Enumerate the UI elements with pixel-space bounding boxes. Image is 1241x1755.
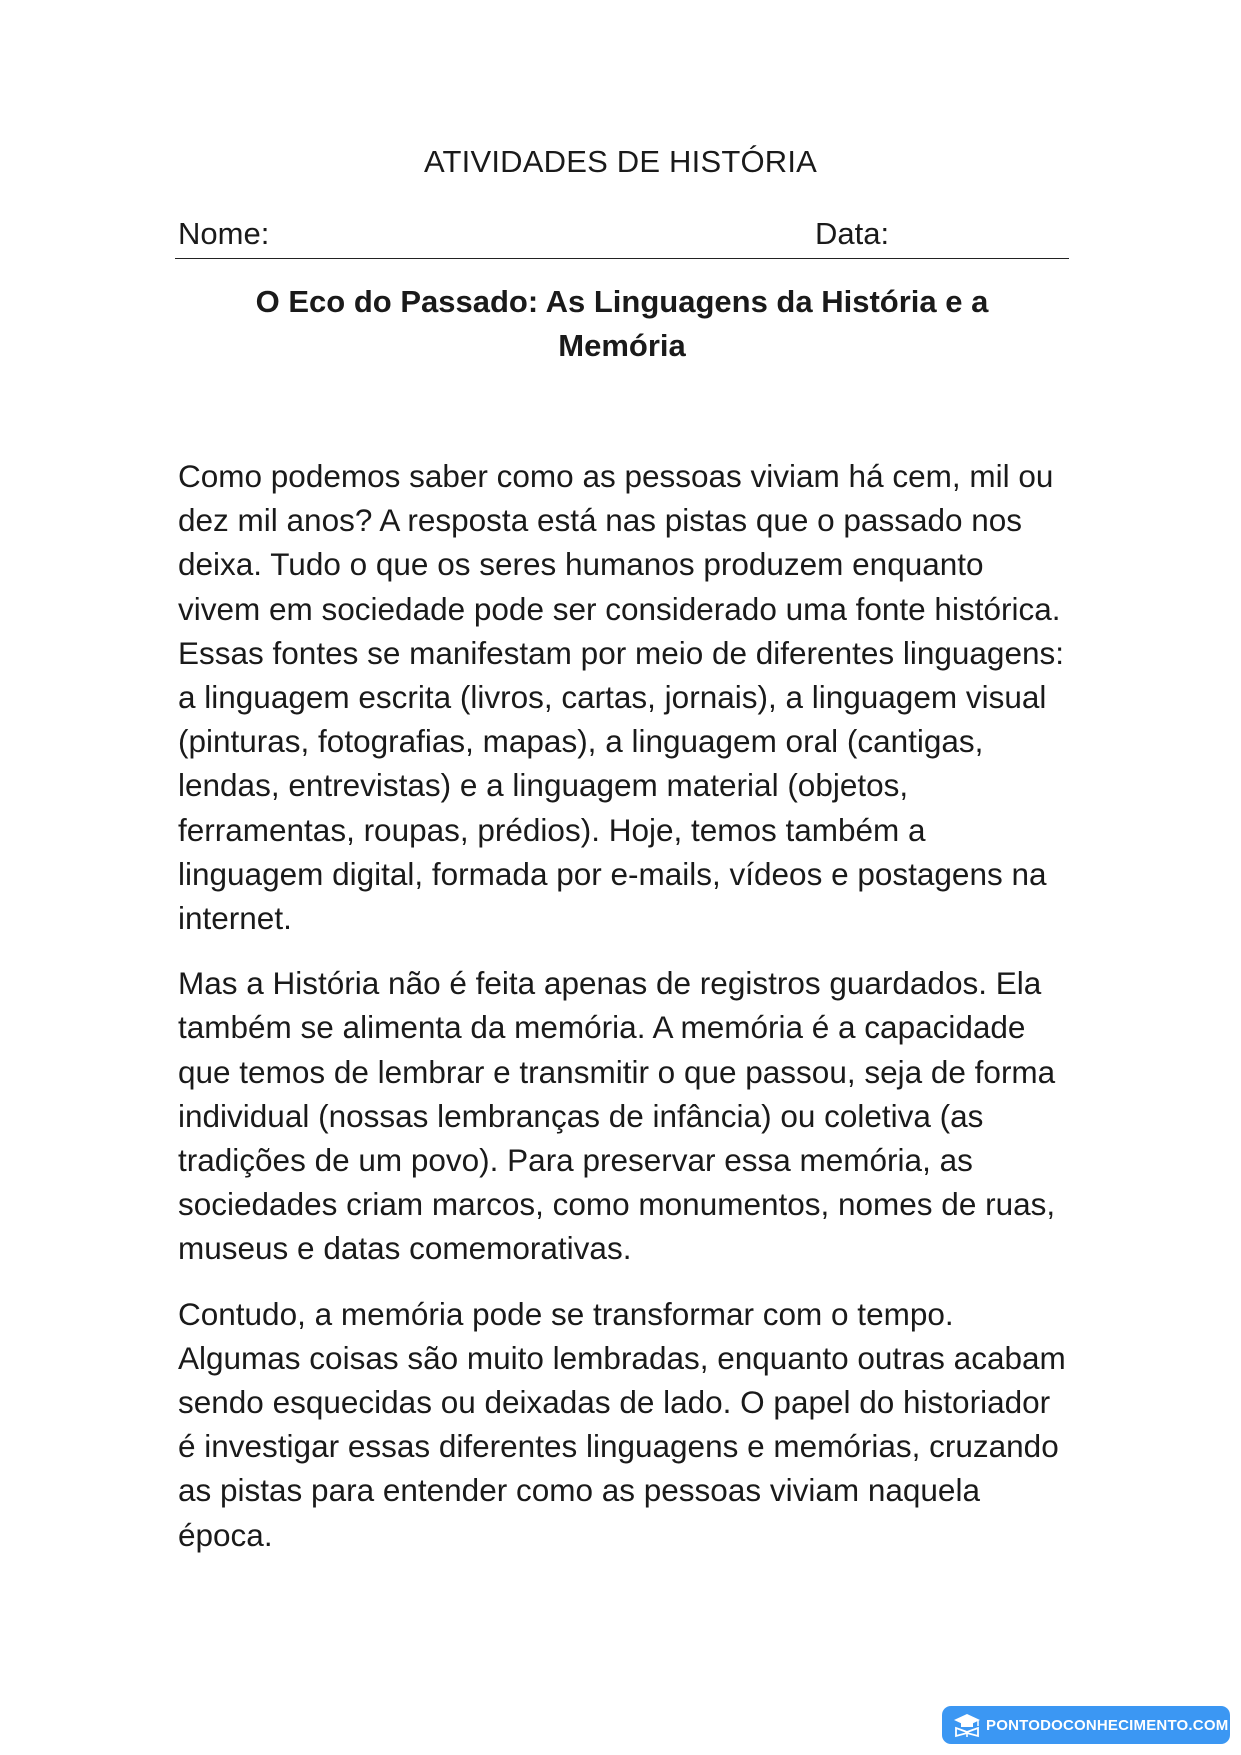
name-date-row (175, 214, 1069, 259)
paragraph-2: Mas a História não é feita apenas de registros guardados. Ela também se alimenta da memória. A memória é a capacidade que temos de lembrar e transmitir o que passou, seja de forma individual (nossas lembranças de infância) ou coletiva (as tradições de um povo). Para preservar essa memória, as sociedades criam marcos, como monumentos, nomes de ruas, museus e datas comemorativas. (178, 965, 1056, 1267)
date-label: Data: (815, 216, 890, 251)
paragraph-1: Como podemos saber como as pessoas viviam há cem, mil ou dez mil anos? A resposta está nas pistas que o passado nos deixa. Tudo o que os seres humanos produzem enquanto vivem em sociedade pode ser considerado uma fonte histórica. Essas fontes se manifestam por meio de diferentes linguagens: a linguagem escrita (livros, cartas, jornais), a linguagem visual (pinturas, fotografias, mapas), a linguagem oral (cantigas, lendas, entrevistas) e a linguagem material (objetos, ferramentas, roupas, prédios). Hoje, temos também a linguagem digital, formada por e-mails, vídeos e postagens na internet. (178, 458, 1064, 937)
document-body (178, 454, 1072, 1578)
document-title-line-1: O Eco do Passado: As Linguagens da História e a (255, 284, 989, 319)
site-watermark-text: PONTODOCONHECIMENTO.COM (986, 1716, 1229, 1734)
worksheet-header: ATIVIDADES DE HISTÓRIA (423, 144, 818, 179)
document-title (175, 280, 1069, 368)
paragraph-3: Contudo, a memória pode se transformar com o tempo. Algumas coisas são muito lembradas, enquanto outras acabam sendo esquecidas ou deixadas de lado. O papel do historiador é investigar essas diferentes linguagens e memórias, cruzando as pistas para entender como as pessoas viviam naquela época. (178, 1295, 1066, 1553)
site-watermark-badge (942, 1706, 1230, 1744)
document-title-line-2: Memória (558, 328, 686, 363)
graduation-cap-book-icon (952, 1712, 982, 1738)
name-label: Nome: (178, 216, 270, 251)
